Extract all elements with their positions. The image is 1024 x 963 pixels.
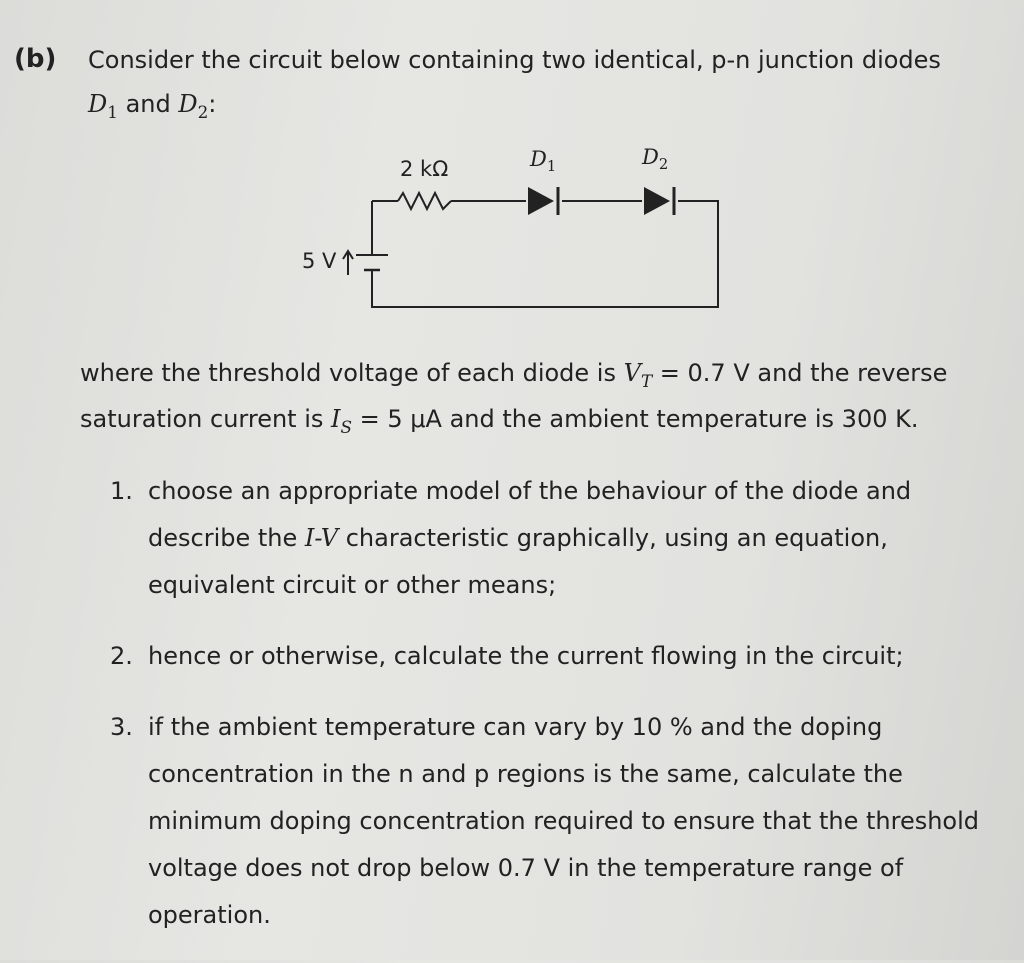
d1-label: $D_1$	[530, 147, 557, 176]
is-value: = 5 μA	[352, 405, 442, 433]
task-number: 2.	[110, 642, 133, 670]
is-symbol: $I_S$	[331, 405, 352, 437]
task-number: 1.	[110, 477, 133, 505]
source-label: 5 V	[302, 249, 337, 273]
circuit-schematic	[290, 135, 740, 320]
task-text: if the ambient temperature can vary by 10 % and the doping concentration in the n and p regions is the same, calculate the minimum doping concentration required to ensure that the threshold voltage does not drop below 0.7 V in the temperature range of operation.	[148, 713, 980, 929]
vt-symbol: $V_T$	[623, 359, 653, 391]
task-text-cont: characteristic graphically, using an equation, equivalent circuit or other means;	[148, 524, 888, 599]
task-text: hence or otherwise, calculate the current flowing in the circuit;	[148, 642, 904, 670]
part-label: (b)	[14, 44, 57, 74]
task-item	[100, 468, 980, 609]
d2-symbol: $D_2$	[178, 90, 209, 122]
conditions-paragraph	[80, 350, 980, 442]
task-list	[100, 468, 980, 963]
vt-value: = 0.7 V	[652, 359, 750, 387]
conditions-text-1: where the threshold voltage of each diode is	[80, 359, 624, 387]
task-item	[100, 633, 980, 680]
iv-symbol: I-V	[304, 524, 339, 552]
intro-colon: :	[208, 90, 217, 118]
task-item	[100, 704, 980, 939]
d1-symbol: $D_1$	[88, 90, 118, 122]
intro-text: Consider the circuit below containing two identical, p-n junction diodes	[88, 46, 941, 74]
task-number: 3.	[110, 713, 133, 741]
wire-d2-right	[372, 201, 718, 307]
resistor-label: 2 kΩ	[400, 157, 449, 181]
task-text: choose an appropriate model of the behaviour of the diode and describe the	[148, 477, 912, 552]
circuit-diagram	[290, 135, 740, 320]
resistor-2k	[398, 193, 451, 209]
d2-label: $D_2$	[642, 145, 669, 174]
intro-paragraph	[88, 38, 988, 126]
diode-d2-icon	[644, 187, 674, 215]
conditions-text-2: and the reverse saturation current is	[80, 359, 948, 433]
diode-d1-icon	[528, 187, 558, 215]
intro-and: and	[117, 90, 179, 118]
conditions-text-3: and the ambient temperature is 300 K.	[441, 405, 919, 433]
